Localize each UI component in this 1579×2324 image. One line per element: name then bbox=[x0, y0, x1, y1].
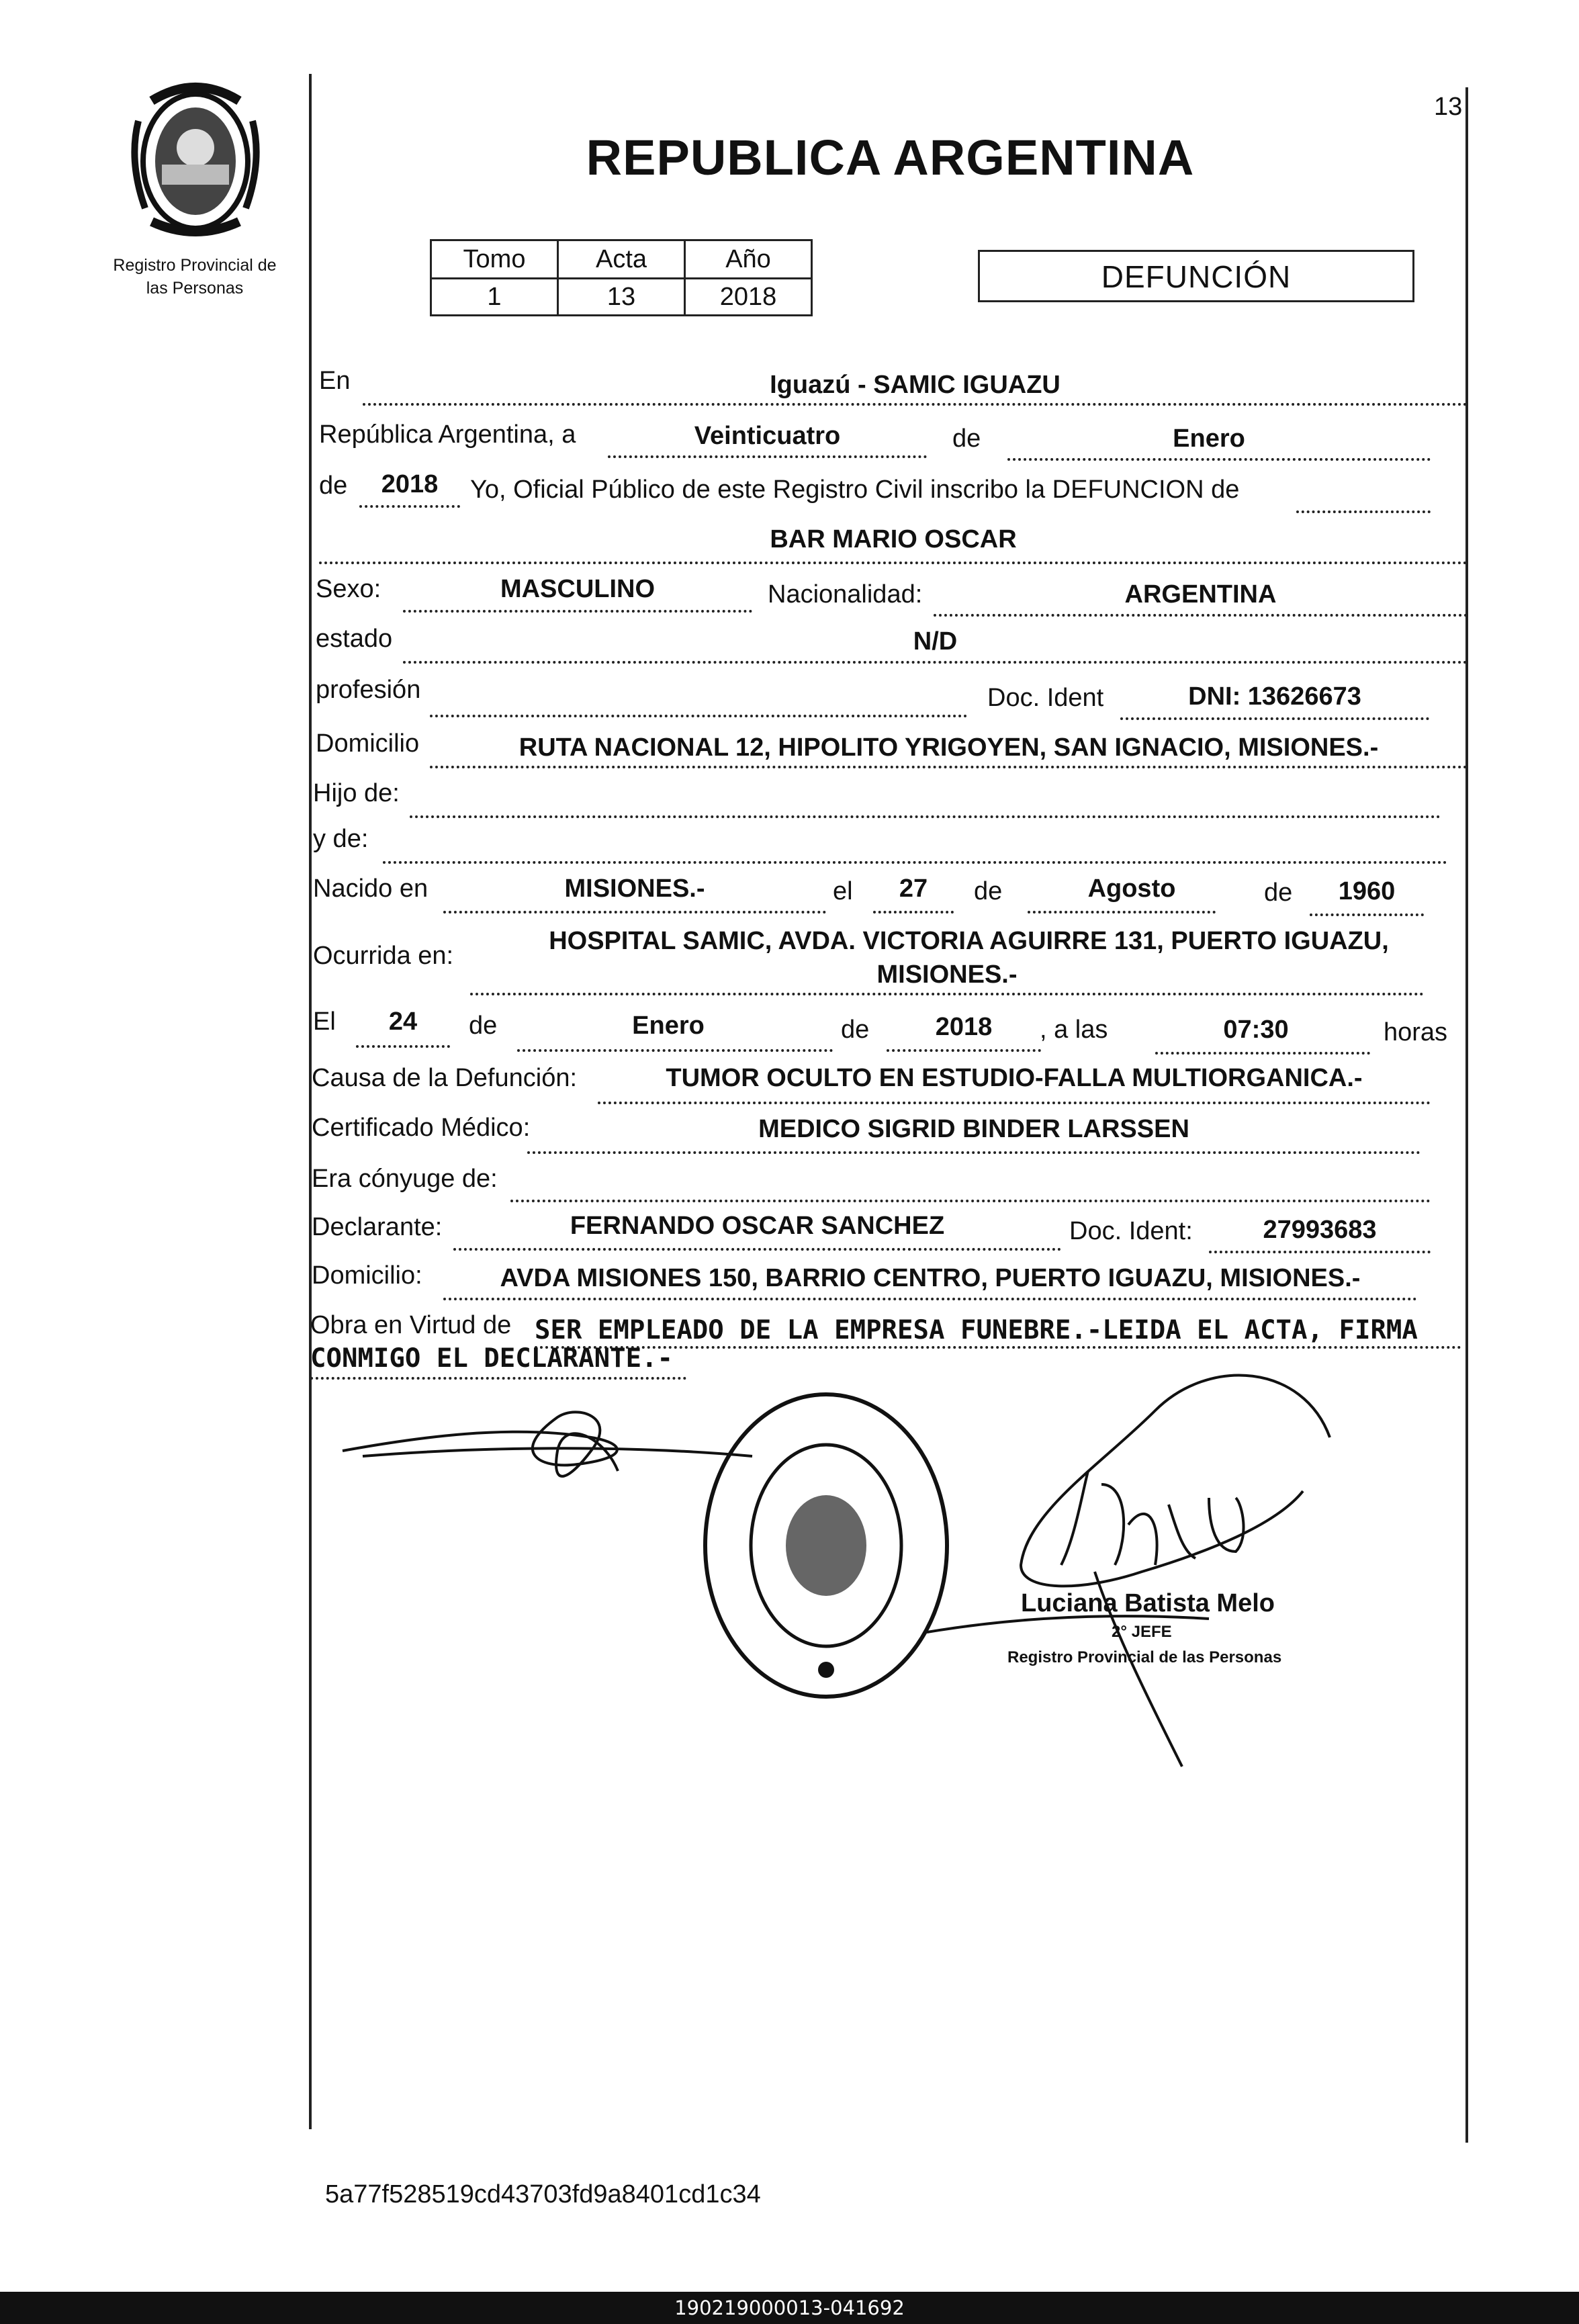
declarante-value: FERNANDO OSCAR SANCHEZ bbox=[570, 1212, 945, 1240]
domicilio-value: RUTA NACIONAL 12, HIPOLITO YRIGOYEN, SAN IGNACIO, MISIONES.- bbox=[518, 733, 1379, 762]
inscription-dots bbox=[1296, 510, 1431, 513]
y-de-dots bbox=[383, 861, 1447, 864]
nacionalidad-label: Nacionalidad: bbox=[768, 580, 923, 609]
de-label-6: de bbox=[841, 1016, 870, 1044]
mes-dots bbox=[1007, 458, 1431, 461]
a-las-label: , a las bbox=[1040, 1016, 1108, 1044]
hijo-label: Hijo de: bbox=[313, 779, 400, 807]
footer-code: 190219000013-041692 bbox=[674, 2296, 905, 2319]
ocurrida-line-2: MISIONES.- bbox=[876, 960, 1018, 989]
profesion-label: profesión bbox=[316, 676, 421, 704]
causa-label: Causa de la Defunción: bbox=[312, 1064, 578, 1092]
official-role: 2° JEFE bbox=[1112, 1623, 1172, 1641]
conyuge-dots bbox=[510, 1200, 1431, 1202]
nacido-lugar-dots bbox=[443, 911, 826, 913]
nombre-value: BAR MARIO OSCAR bbox=[770, 525, 1017, 553]
registry-table bbox=[430, 239, 813, 316]
inscription-text: Yo, Oficial Público de este Registro Civil inscribo la DEFUNCION de bbox=[470, 476, 1240, 504]
en-dots bbox=[363, 403, 1468, 406]
obra-line-1: SER EMPLEADO DE LA EMPRESA FUNEBRE.-LEIDA EL ACTA, FIRMA bbox=[535, 1315, 1418, 1345]
certificado-dots bbox=[527, 1151, 1420, 1154]
dia-texto-dots bbox=[608, 455, 927, 458]
registry-org-name bbox=[87, 254, 302, 300]
tomo-header: Tomo bbox=[431, 240, 558, 279]
domicilio2-label: Domicilio: bbox=[312, 1261, 422, 1290]
official-name: Luciana Batista Melo bbox=[1021, 1589, 1275, 1617]
hora-value: 07:30 bbox=[1223, 1016, 1289, 1044]
y-de-label: y de: bbox=[313, 825, 369, 853]
obra-label: Obra en Virtud de bbox=[310, 1311, 512, 1339]
acta-value: 13 bbox=[558, 279, 685, 316]
domicilio-dots bbox=[430, 766, 1468, 768]
nacido-mes-value: Agosto bbox=[1087, 875, 1176, 903]
doc-ident2-dots bbox=[1209, 1251, 1431, 1253]
estado-label: estado bbox=[316, 625, 393, 653]
de-label-4: de bbox=[1264, 879, 1293, 907]
acta-header: Acta bbox=[558, 240, 685, 279]
def-dia-dots bbox=[356, 1045, 450, 1048]
sexo-value: MASCULINO bbox=[500, 575, 656, 603]
sexo-label: Sexo: bbox=[316, 575, 381, 603]
horas-label: horas bbox=[1384, 1018, 1448, 1046]
domicilio2-dots bbox=[443, 1298, 1417, 1300]
hijo-dots bbox=[410, 815, 1441, 818]
document-title: REPUBLICA ARGENTINA bbox=[586, 130, 1195, 185]
causa-dots bbox=[598, 1102, 1431, 1104]
domicilio-label: Domicilio bbox=[316, 729, 420, 758]
official-signature bbox=[927, 1350, 1357, 1780]
anio-value: 2018 bbox=[685, 279, 812, 316]
official-office: Registro Provincial de las Personas bbox=[1007, 1648, 1282, 1666]
anio-dots bbox=[359, 505, 460, 508]
domicilio2-value: AVDA MISIONES 150, BARRIO CENTRO, PUERTO IGUAZU, MISIONES.- bbox=[500, 1264, 1361, 1292]
republica-label: República Argentina, a bbox=[319, 420, 576, 449]
nacionalidad-value: ARGENTINA bbox=[1124, 580, 1277, 609]
anio-header: Año bbox=[685, 240, 812, 279]
hora-dots bbox=[1155, 1052, 1370, 1055]
obra-line-2: CONMIGO EL DECLARANTE.- bbox=[310, 1343, 674, 1374]
def-dia-value: 24 bbox=[388, 1008, 418, 1036]
el-label: el bbox=[833, 877, 853, 905]
doc-ident2-value: 27993683 bbox=[1263, 1216, 1377, 1244]
nacido-label: Nacido en bbox=[313, 875, 428, 903]
doc-ident-label: Doc. Ident bbox=[987, 684, 1104, 712]
mes-value: Enero bbox=[1173, 424, 1245, 453]
def-mes-dots bbox=[517, 1049, 833, 1052]
obra-line-1-dots bbox=[535, 1346, 1461, 1349]
ocurrida-dots bbox=[470, 993, 1424, 995]
nacido-dia-dots bbox=[873, 911, 954, 913]
nacido-anio-dots bbox=[1310, 913, 1424, 916]
de-label-1: de bbox=[952, 424, 981, 453]
page-number: 13 bbox=[1434, 93, 1463, 121]
tomo-value: 1 bbox=[431, 279, 558, 316]
certificado-value: MEDICO SIGRID BINDER LARSSEN bbox=[758, 1115, 1189, 1143]
dia-texto-value: Veinticuatro bbox=[694, 422, 841, 450]
en-label: En bbox=[319, 367, 351, 395]
ocurrida-line-1: HOSPITAL SAMIC, AVDA. VICTORIA AGUIRRE 131, PUERTO IGUAZU, bbox=[549, 927, 1389, 955]
nacido-anio-value: 1960 bbox=[1338, 877, 1396, 905]
org-line-2: las Personas bbox=[146, 279, 244, 298]
doc-ident2-label: Doc. Ident: bbox=[1069, 1217, 1193, 1245]
profesion-dots bbox=[430, 715, 967, 717]
nombre-dots bbox=[319, 562, 1468, 564]
left-margin-line bbox=[309, 74, 312, 2129]
nacido-dia-value: 27 bbox=[899, 875, 928, 903]
lugar-value: Iguazú - SAMIC IGUAZU bbox=[770, 371, 1061, 399]
doc-ident-value: DNI: 13626673 bbox=[1188, 682, 1361, 711]
anio-value: 2018 bbox=[381, 470, 439, 498]
record-type-box: DEFUNCIÓN bbox=[978, 250, 1414, 302]
nacido-lugar-value: MISIONES.- bbox=[564, 875, 705, 903]
nacionalidad-dots bbox=[934, 614, 1468, 617]
declarante-dots bbox=[453, 1248, 1061, 1251]
estado-dots bbox=[403, 661, 1468, 664]
document-hash: 5a77f528519cd43703fd9a8401cd1c34 bbox=[325, 2180, 761, 2208]
de-label-3: de bbox=[974, 877, 1003, 905]
doc-ident-dots bbox=[1120, 717, 1429, 720]
ocurrida-label: Ocurrida en: bbox=[313, 942, 454, 970]
de-label-5: de bbox=[469, 1012, 498, 1040]
el-label-2: El bbox=[313, 1008, 336, 1036]
causa-value: TUMOR OCULTO EN ESTUDIO-FALLA MULTIORGANICA.- bbox=[666, 1064, 1363, 1092]
declarante-label: Declarante: bbox=[312, 1213, 443, 1241]
nacido-mes-dots bbox=[1028, 911, 1216, 913]
sexo-dots bbox=[403, 610, 752, 613]
conyuge-label: Era cónyuge de: bbox=[312, 1165, 498, 1193]
de-label-2: de bbox=[319, 472, 348, 500]
estado-value: N/D bbox=[913, 627, 958, 656]
def-anio-dots bbox=[887, 1049, 1041, 1052]
delegation-round-stamp bbox=[698, 1388, 954, 1703]
org-line-1: Registro Provincial de bbox=[113, 256, 277, 275]
def-anio-value: 2018 bbox=[935, 1013, 993, 1041]
certificado-label: Certificado Médico: bbox=[312, 1114, 531, 1142]
def-mes-value: Enero bbox=[632, 1012, 705, 1040]
